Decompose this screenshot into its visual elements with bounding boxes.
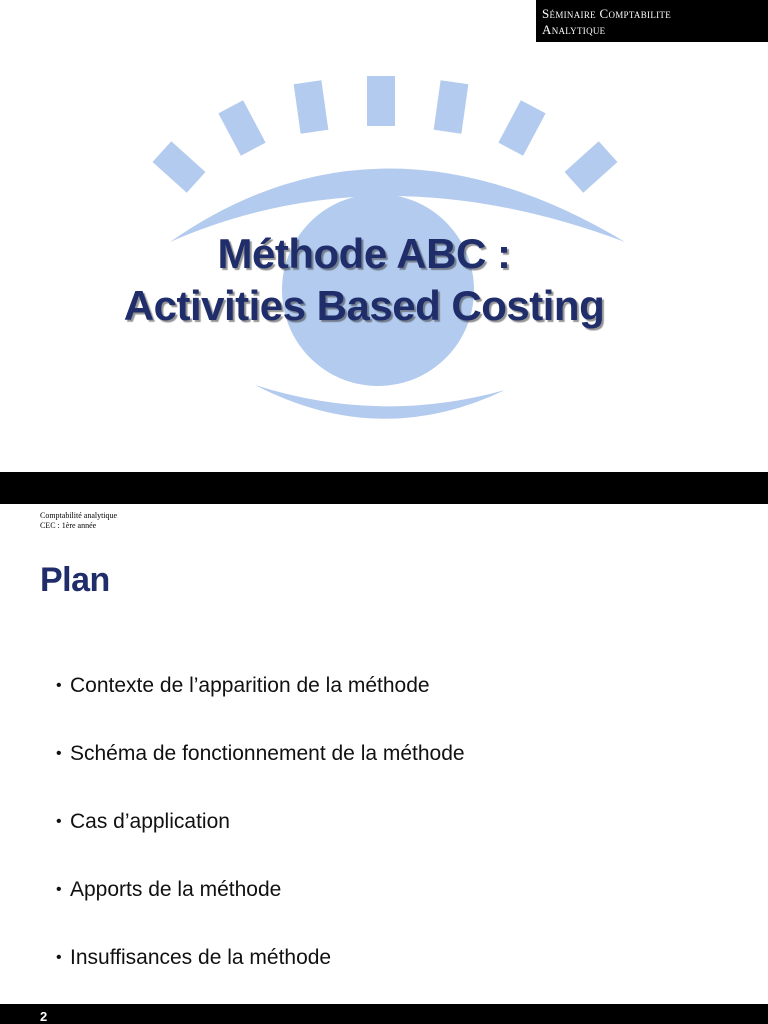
bullet-text: Contexte de l’apparition de la méthode — [70, 674, 430, 697]
list-item — [56, 876, 465, 944]
list-item — [56, 808, 465, 876]
eye-lash — [294, 80, 329, 133]
bullet-icon: • — [56, 949, 62, 966]
eye-lash — [434, 80, 469, 133]
slide-2-meta — [40, 511, 117, 531]
slide-2-meta-line2: CEC : 1ère année — [40, 521, 97, 530]
eye-lash — [565, 141, 618, 193]
slide-footer — [0, 1004, 768, 1024]
slide-2-meta-line1: Comptabilité analytique — [40, 511, 118, 520]
bullet-icon: • — [56, 881, 62, 898]
slide-1-title-line2: Activities Based Costing — [123, 282, 605, 329]
list-item — [56, 740, 465, 808]
seminar-header-line1: Séminaire Comptabilite — [542, 6, 672, 21]
slide-1-title-line1: Méthode ABC : — [217, 230, 511, 277]
bullet-icon: • — [56, 813, 62, 830]
eye-lash — [367, 76, 395, 126]
slide-2 — [0, 504, 768, 1004]
eye-lower-lid — [255, 385, 505, 419]
seminar-header-line2: Analytique — [542, 22, 606, 37]
slide-separator-band — [0, 472, 768, 504]
bullet-text: Apports de la méthode — [70, 878, 282, 901]
bullet-text: Cas d’application — [70, 810, 230, 833]
bullet-text: Schéma de fonctionnement de la méthode — [70, 742, 465, 765]
eye-lash — [218, 100, 265, 156]
slide-1 — [0, 0, 768, 472]
eye-lash — [153, 141, 206, 193]
bullet-text: Insuffisances de la méthode — [70, 946, 332, 969]
bullet-icon: • — [56, 677, 62, 694]
list-item — [56, 672, 465, 740]
plan-bullet-list — [56, 672, 465, 1012]
plan-title: Plan — [40, 561, 110, 599]
bullet-icon: • — [56, 745, 62, 762]
eye-lash — [498, 100, 545, 156]
slide-1-title — [0, 228, 728, 332]
page-number: 2 — [40, 1009, 48, 1024]
list-item — [56, 944, 465, 1012]
